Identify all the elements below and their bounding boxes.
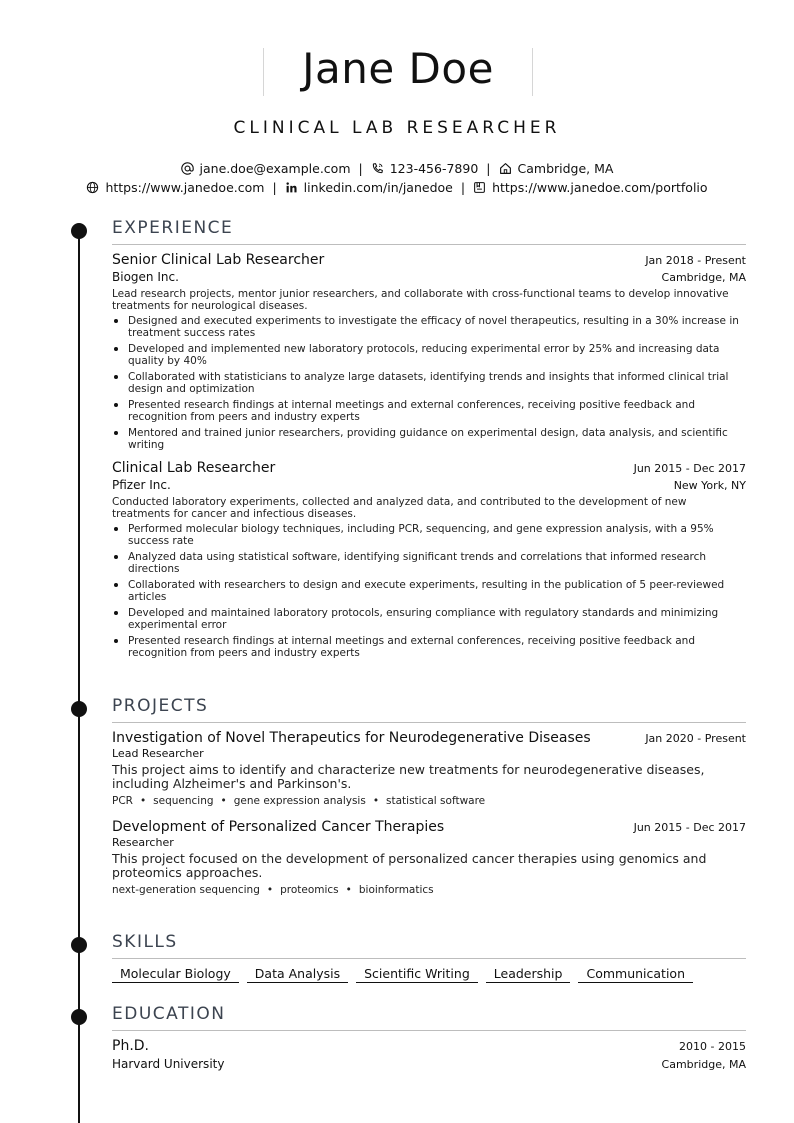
- timeline-dot-skills: [71, 937, 87, 953]
- linkedin-icon: [285, 181, 298, 194]
- contact-email[interactable]: jane.doe@example.com: [181, 161, 351, 176]
- skills-list: [112, 966, 746, 983]
- job-org: Pfizer Inc.: [112, 478, 171, 492]
- skill-tag: Leadership: [486, 966, 571, 983]
- job-role: Clinical Lab Researcher: [112, 460, 276, 476]
- project-name: Development of Personalized Cancer Therapies: [112, 819, 445, 835]
- timeline-dot-education: [71, 1009, 87, 1025]
- list-item: Developed and maintained laboratory protocols, ensuring compliance with regulatory standards and minimizing experimental error: [112, 607, 746, 631]
- job-title: CLINICAL LAB RESEARCHER: [233, 118, 561, 138]
- education-location: Cambridge, MA: [661, 1058, 746, 1071]
- timeline-dot-projects: [71, 701, 87, 717]
- tag: bioinformatics: [358, 884, 434, 896]
- project-entry: [112, 730, 746, 807]
- job-entry: [112, 460, 746, 659]
- tag: PCR: [112, 795, 133, 807]
- job-org: Biogen Inc.: [112, 270, 179, 284]
- project-tags: PCR • sequencing • gene expression analysis • statistical software: [112, 795, 486, 807]
- globe-icon: [86, 181, 99, 194]
- name-block: [263, 44, 533, 96]
- job-location: Cambridge, MA: [661, 271, 746, 284]
- education-degree: Ph.D.: [112, 1038, 149, 1054]
- at-icon: [181, 162, 194, 175]
- candidate-name: Jane Doe: [302, 44, 494, 93]
- contact-location: Cambridge, MA: [499, 161, 614, 176]
- tag: gene expression analysis: [233, 795, 366, 807]
- separator: |: [272, 180, 277, 195]
- timeline-dot-experience: [71, 223, 87, 239]
- contact-row-2: [0, 179, 794, 195]
- project-date: Jun 2015 - Dec 2017: [633, 821, 746, 834]
- list-item: Analyzed data using statistical software, identifying significant trends and correlations that informed research directions: [112, 551, 746, 575]
- skills-section: [112, 931, 746, 983]
- contact-linkedin[interactable]: linkedin.com/in/janedoe: [285, 180, 453, 195]
- list-item: Performed molecular biology techniques, including PCR, sequencing, and gene expression analysis, with a 95% success rate: [112, 523, 746, 547]
- list-item: Presented research findings at internal meetings and external conferences, receiving positive feedback and recognition from peers and industry experts: [112, 399, 746, 423]
- list-item: Designed and executed experiments to investigate the efficacy of novel therapeutics, resulting in a 30% increase in treatment success rates: [112, 315, 746, 339]
- job-summary: Conducted laboratory experiments, collected and analyzed data, and contributed to the development of new treatments for cancer and infectious diseases.: [112, 496, 687, 520]
- tag: sequencing: [153, 795, 214, 807]
- timeline-line: [78, 225, 80, 1123]
- home-icon: [499, 162, 512, 175]
- project-name: Investigation of Novel Therapeutics for Neurodegenerative Diseases: [112, 730, 591, 746]
- tag: next-generation sequencing: [112, 884, 260, 896]
- tag: statistical software: [386, 795, 486, 807]
- job-role: Senior Clinical Lab Researcher: [112, 252, 325, 268]
- section-heading: EXPERIENCE: [112, 217, 746, 245]
- section-heading: PROJECTS: [112, 695, 746, 723]
- phone-icon: [371, 162, 384, 175]
- skill-tag: Scientific Writing: [356, 966, 478, 983]
- project-date: Jan 2020 - Present: [645, 732, 746, 745]
- project-tags: next-generation sequencing • proteomics • bioinformatics: [112, 884, 434, 896]
- skill-tag: Molecular Biology: [112, 966, 239, 983]
- separator: |: [486, 161, 491, 176]
- contact-phone[interactable]: 123-456-7890: [371, 161, 479, 176]
- job-date: Jun 2015 - Dec 2017: [633, 462, 746, 475]
- list-item: Presented research findings at internal meetings and external conferences, receiving positive feedback and recognition from peers and industry experts: [112, 635, 746, 659]
- project-description: This project focused on the development of personalized cancer therapies using genomics and proteomics approaches.: [112, 851, 707, 880]
- contact-website[interactable]: https://www.janedoe.com: [86, 180, 264, 195]
- list-item: Collaborated with researchers to design and execute experiments, resulting in the publication of 5 peer-reviewed articles: [112, 579, 746, 603]
- education-date: 2010 - 2015: [679, 1040, 746, 1053]
- project-entry: [112, 819, 746, 896]
- tag: proteomics: [280, 884, 339, 896]
- job-bullets: [112, 315, 746, 451]
- job-bullets: [112, 523, 746, 659]
- project-role: Lead Researcher: [112, 747, 204, 760]
- job-entry: [112, 252, 746, 451]
- project-role: Researcher: [112, 836, 174, 849]
- experience-section: [112, 217, 746, 663]
- section-heading: EDUCATION: [112, 1003, 746, 1031]
- job-location: New York, NY: [673, 479, 746, 492]
- list-item: Developed and implemented new laboratory protocols, reducing experimental error by 25% and increasing data quality by 40%: [112, 343, 746, 367]
- project-description: This project aims to identify and characterize new treatments for neurodegenerative diseases, including Alzheimer's and Parkinson's.: [112, 762, 705, 791]
- list-item: Collaborated with statisticians to analyze large datasets, identifying trends and insights that informed clinical trial design and optimization: [112, 371, 746, 395]
- job-date: Jan 2018 - Present: [645, 254, 746, 267]
- separator: |: [460, 180, 466, 195]
- skill-tag: Communication: [578, 966, 693, 983]
- separator: |: [358, 161, 363, 176]
- section-heading: SKILLS: [112, 931, 746, 959]
- projects-section: [112, 695, 746, 896]
- contact-row-1: [0, 160, 794, 176]
- portfolio-icon: [473, 181, 486, 194]
- education-section: [112, 1003, 746, 1071]
- contact-portfolio[interactable]: https://www.janedoe.com/portfolio: [473, 180, 707, 195]
- skill-tag: Data Analysis: [247, 966, 348, 983]
- job-summary: Lead research projects, mentor junior researchers, and collaborate with cross-functional teams to develop innovative treatments for neurological diseases.: [112, 288, 729, 312]
- education-school: Harvard University: [112, 1057, 225, 1071]
- list-item: Mentored and trained junior researchers, providing guidance on experimental design, data analysis, and scientific writing: [112, 427, 746, 451]
